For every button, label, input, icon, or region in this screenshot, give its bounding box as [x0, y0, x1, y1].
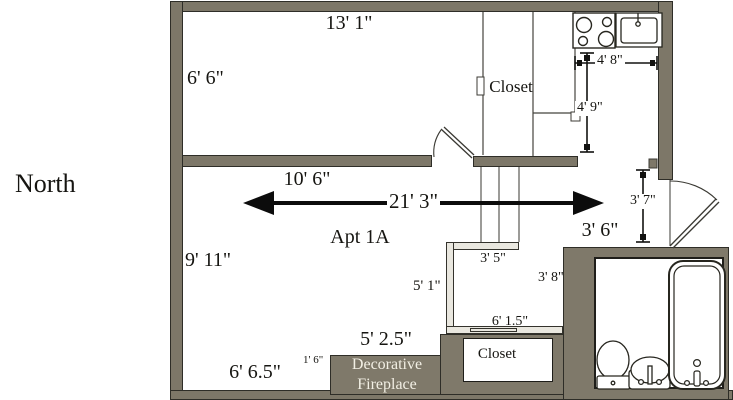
- dim-living-wall-top: 10' 6": [283, 168, 331, 190]
- dim-fireplace-wall: 5' 2.5": [360, 328, 412, 350]
- interior-door: [434, 127, 474, 158]
- fireplace-label-line2: Fireplace: [357, 376, 417, 393]
- north-label: North: [15, 169, 76, 198]
- bathroom-sink: [629, 357, 670, 389]
- stove: [573, 13, 615, 48]
- dim-kitchen-width: 4' 8": [597, 53, 623, 68]
- upper-closet-label: Closet: [489, 77, 533, 96]
- dim-vestibule-bottom: 6' 1.5": [491, 314, 529, 329]
- dim-vestibule-right: 3' 8": [538, 270, 564, 285]
- dim-upper-room-height: 6' 6": [187, 67, 224, 89]
- dim-bottom-left-wall: 6' 6.5": [229, 361, 281, 383]
- dimension-lines: [575, 53, 657, 242]
- lower-closet-label: Closet: [477, 346, 517, 362]
- bathtub: [669, 261, 725, 389]
- dim-entry-hall-width: 3' 6": [581, 219, 619, 241]
- dim-overall-width: 21' 3": [389, 189, 439, 213]
- kitchen-sink: [616, 13, 662, 47]
- dim-vestibule-left: 5' 1": [413, 278, 441, 294]
- dim-kitchen-depth: 4' 9": [577, 100, 603, 115]
- toilet: [597, 341, 630, 389]
- dim-vestibule-top: 3' 5": [480, 251, 506, 266]
- entry-door: [670, 180, 719, 248]
- fireplace-label: [337, 355, 437, 395]
- dim-living-room-height: 9' 11": [185, 249, 232, 271]
- apartment-name-label: Apt 1A: [330, 226, 390, 248]
- fireplace-label-line1: Decorative: [351, 356, 423, 373]
- dim-step-wall: 1' 6": [303, 354, 324, 366]
- dim-entry-door-width: 3' 7": [630, 193, 656, 208]
- dim-upper-room-width: 13' 1": [325, 12, 373, 34]
